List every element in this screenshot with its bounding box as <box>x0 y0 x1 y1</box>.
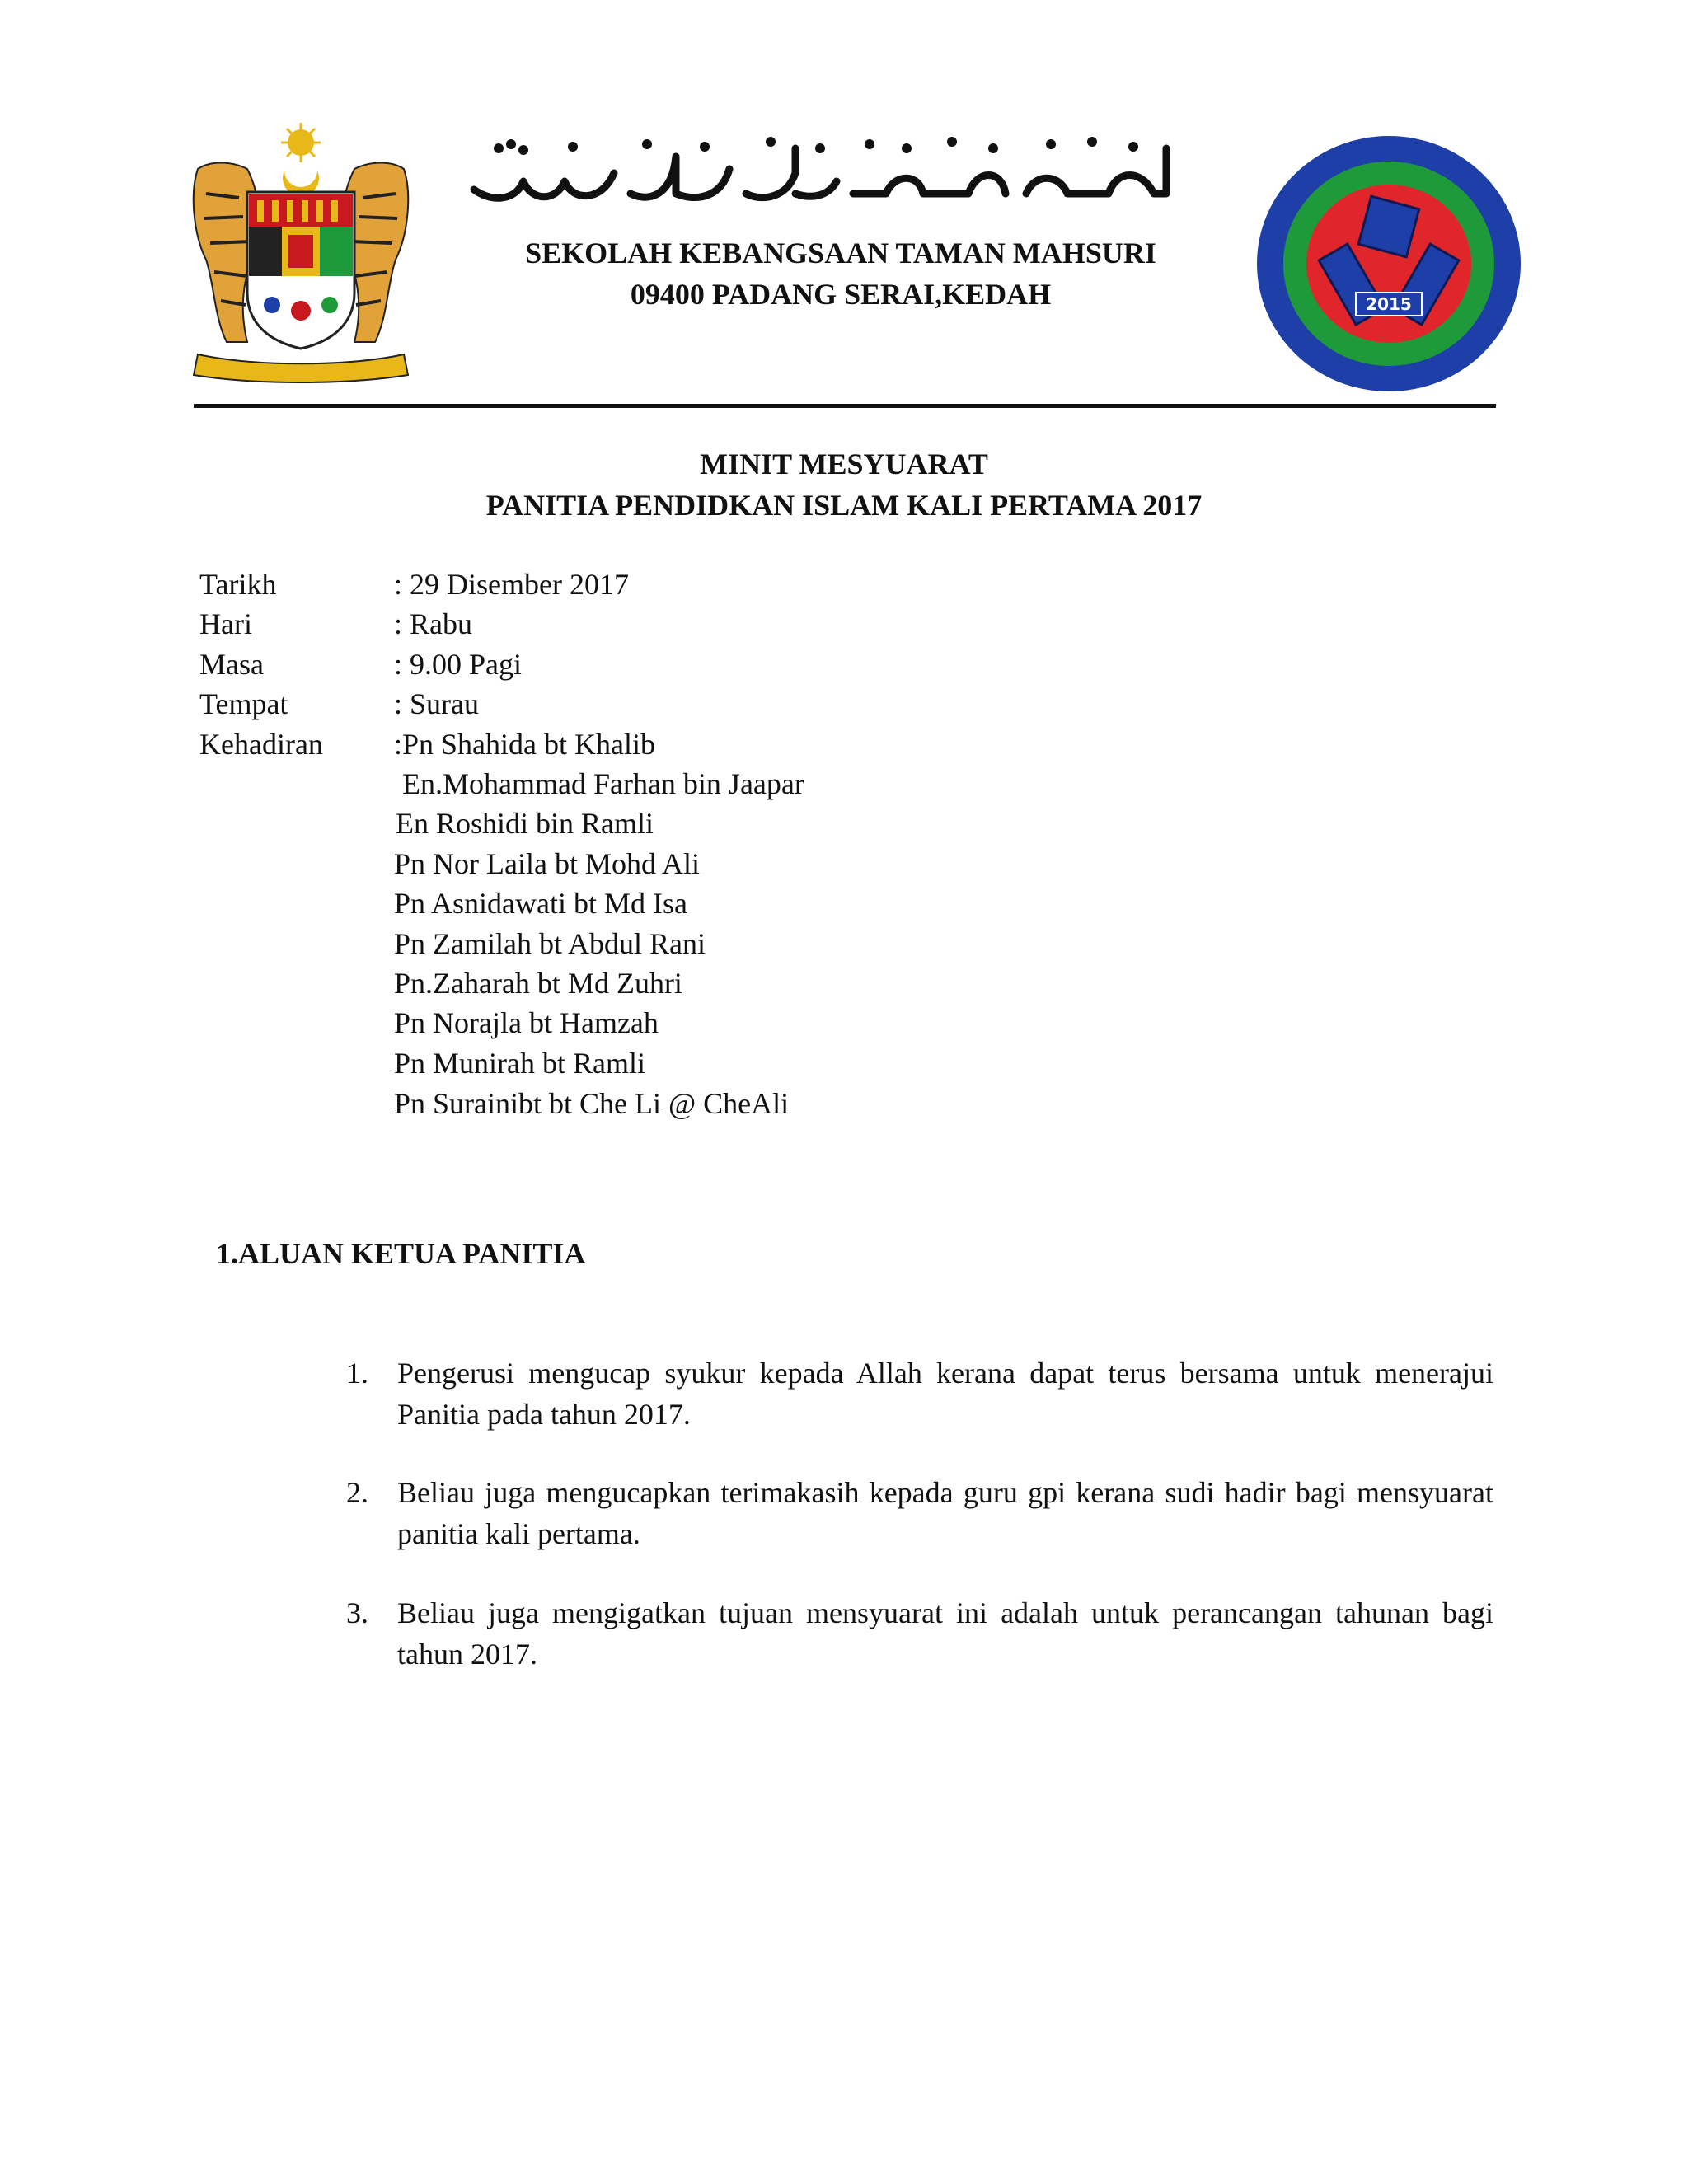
meta-value-masa: : 9.00 Pagi <box>394 648 523 681</box>
header-divider <box>194 404 1496 408</box>
meta-label-kehadiran: Kehadiran <box>199 728 323 761</box>
attendee-list-item: Pn Norajla bt Hamzah <box>394 1006 659 1039</box>
meta-label-tempat: Tempat <box>199 687 288 720</box>
logo-year: 2015 <box>1366 294 1412 314</box>
sun-icon <box>281 123 321 196</box>
list-item-text: Beliau juga mengigatkan tujuan mensyuarat ini adalah untuk perancangan tahunan bagi tahun 2017. <box>397 1596 1493 1671</box>
meta-label-tarikh: Tarikh <box>199 568 277 601</box>
attendee-list-item: Pn Munirah bt Ramli <box>394 1047 645 1080</box>
list-item-text: Pengerusi mengucap syukur kepada Allah kerana dapat terus bersama untuk menerajui Panitia pada tahun 2017. <box>397 1357 1493 1431</box>
list-item-text: Beliau juga mengucapkan terimakasih kepada guru gpi kerana sudi hadir bagi mensyuarat panitia kali pertama. <box>397 1476 1493 1550</box>
school-name: SEKOLAH KEBANGSAAN TAMAN MAHSURI <box>525 237 1156 269</box>
attendee-list-item: En.Mohammad Farhan bin Jaapar <box>402 767 804 800</box>
shield-icon <box>247 192 354 349</box>
section-heading: 1.ALUAN KETUA PANITIA <box>216 1237 586 1270</box>
jawi-school-name-artwork <box>457 124 1183 214</box>
meta-label-hari: Hari <box>199 607 252 640</box>
attendee-list-item: Pn Asnidawati bt Md Isa <box>394 887 687 920</box>
attendee-list-item: En Roshidi bin Ramli <box>396 807 654 840</box>
meta-value-tempat: : Surau <box>394 687 479 720</box>
list-item-number: 1. <box>346 1357 368 1390</box>
list-item-number: 3. <box>346 1596 368 1629</box>
document-title: MINIT MESYUARAT <box>700 448 988 480</box>
list-item-number: 2. <box>346 1476 368 1509</box>
school-logo <box>1253 132 1525 396</box>
attendee-list-item: Pn Surainibt bt Che Li @ CheAli <box>394 1087 790 1120</box>
school-address: 09400 PADANG SERAI,KEDAH <box>630 278 1052 311</box>
meta-value-hari: : Rabu <box>394 607 472 640</box>
coat-of-arms-logo <box>181 120 420 383</box>
meta-value-kehadiran: :Pn Shahida bt Khalib <box>394 728 655 761</box>
meta-value-tarikh: : 29 Disember 2017 <box>394 568 629 601</box>
attendee-list-item: Pn Zamilah bt Abdul Rani <box>394 927 706 960</box>
attendee-list-item: Pn Nor Laila bt Mohd Ali <box>394 847 700 880</box>
attendee-list-item: Pn.Zaharah bt Md Zuhri <box>394 967 682 1000</box>
motto-ribbon-icon <box>194 354 408 382</box>
meta-label-masa: Masa <box>199 648 264 681</box>
document-subtitle: PANITIA PENDIDKAN ISLAM KALI PERTAMA 2017 <box>485 489 1203 522</box>
